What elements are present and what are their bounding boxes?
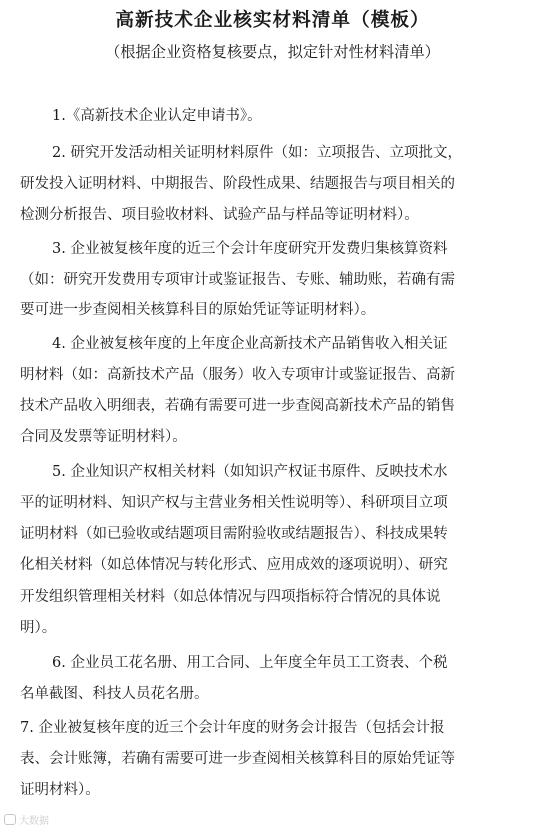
- item-5-line-5: 开发组织管理相关材料（如总体情况与四项指标符合情况的具体说: [20, 589, 441, 605]
- item-6-line-1: 6. 企业员工花名册、用工合同、上年度全年员工工资表、个税: [52, 655, 448, 671]
- item-4-line-2: 明材料（如：高新技术产品（服务）收入专项审计或鉴证报告、高新: [20, 367, 455, 383]
- item-2-line-1: 2. 研究开发活动相关证明材料原件（如：立项报告、立项批文，: [52, 145, 462, 161]
- item-3-line-2: （如：研究开发费用专项审计或鉴证报告、专账、辅助账，若确有需: [20, 272, 455, 288]
- watermark-logo-icon: [4, 814, 16, 825]
- watermark-text: 大数据: [19, 816, 49, 827]
- item-2-line-3: 检测分析报告、项目验收材料、试验产品与样品等证明材料）。: [20, 207, 419, 223]
- watermark: [4, 812, 49, 827]
- item-2-line-2: 研发投入证明材料、中期报告、阶段性成果、结题报告与项目相关的: [20, 176, 455, 192]
- item-5-line-6: 明）。: [20, 620, 57, 636]
- item-3-line-1: 3. 企业被复核年度的近三个会计年度研究开发费归集核算资料: [52, 241, 448, 257]
- item-5-line-2: 平的证明材料、知识产权与主营业务相关性说明等）、科研项目立项: [20, 495, 448, 511]
- item-5-line-1: 5. 企业知识产权相关材料（如知识产权证书原件、反映技术水: [52, 464, 448, 480]
- item-4-line-3: 技术产品收入明细表，若确有需要可进一步查阅高新技术产品的销售: [20, 398, 455, 414]
- item-3-line-3: 要可进一步查阅相关核算科目的原始凭证等证明材料）。: [20, 302, 376, 318]
- item-7-line-1: 7. 企业被复核年度的近三个会计年度的财务会计报告（包括会计报: [20, 720, 445, 736]
- document-subtitle: （根据企业资格复核要点，拟定针对性材料清单）: [105, 43, 440, 61]
- item-6-line-2: 名单截图、科技人员花名册。: [20, 686, 209, 702]
- item-5-line-4: 化相关材料（如总体情况与转化形式、应用成效的逐项说明）、研究: [20, 557, 448, 573]
- item-1-line-1: 1.《高新技术企业认定申请书》。: [52, 108, 262, 124]
- item-7-line-2: 表、会计账簿，若确有需要可进一步查阅相关核算科目的原始凭证等: [20, 751, 455, 767]
- document-title: 高新技术企业核实材料清单（模板）: [115, 9, 430, 31]
- item-7-line-3: 证明材料）。: [20, 782, 100, 798]
- item-4-line-1: 4. 企业被复核年度的上年度企业高新技术产品销售收入相关证: [52, 336, 448, 352]
- item-4-line-4: 合同及发票等证明材料）。: [20, 429, 187, 445]
- item-5-line-3: 证明材料（如已验收或结题项目需附验收或结题报告）、科技成果转: [20, 526, 448, 542]
